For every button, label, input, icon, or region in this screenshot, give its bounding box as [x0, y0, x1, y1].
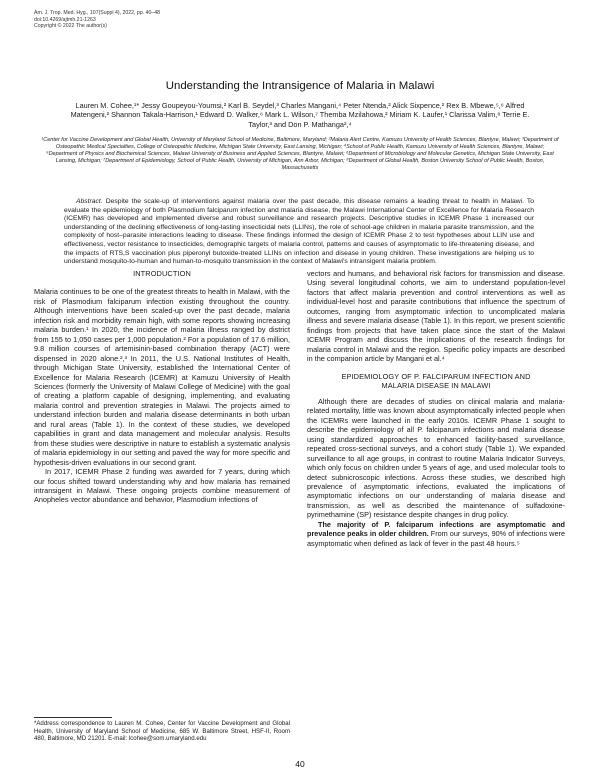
doi-line: doi:10.4269/ajtmh.21-1263: [34, 16, 96, 23]
right-column: [307, 269, 565, 548]
bold-lead-sentence: The majority of P. falciparum infections are asymptomatic and prevalence peaks in older children.: [307, 519, 565, 539]
footnote-divider: [34, 717, 112, 718]
journal-citation: [34, 10, 160, 30]
abstract-text: Despite the scale-up of interventions against malaria over the past decade, this disease remains a leading threat to health in Malawi. To evaluate the epidemiology of both Plasmodium falciparum infection and malaria disease, the Malawi International Center of Excellence for Malaria Research (ICEMR) has developed and implemented diverse and robust surveillance and research projects. Descriptive studies in ICEMR Phase 1 increased our understanding of the declining effectiveness of long-lasting insecticidal nets (LLINs), the role of school-age children in malaria parasite transmission, and the complexity of host–parasite interactions leading to disease. These findings informed the design of ICEMR Phase 2 to test hypotheses about LLIN use and effectiveness, vector resistance to insecticides, demographic targets of malaria control, patterns and causes of asymptomatic to life-threatening disease, and the impacts of RTS,S vaccination plus piperonyl butoxide-treated LLINs on infection and disease in young children. These investigations are helping us to understand mosquito-to-human and human-to-mosquito transmission in the context of Malawi's intransigent malaria problem.: [64, 198, 534, 266]
section-heading-epidemiology: [307, 372, 565, 390]
affiliations: ¹Center for Vaccine Development and Global Health, University of Maryland School of Medicine, Baltimore, Maryland; ²Malaria Alert Centre, Kamuzu University of Health Sciences, Blantyre, Malawi; ³Department of Osteopathic Medical Specialties, College of Osteopathic Medicine, Michigan State University, East Lansing, Michigan; ⁴School of Public Health, Kamuzu University of Health Sciences, Blantyre, Malawi; ⁵Department of Physics and Biochemical Sciences, Malawi University of Business and Applied Sciences, Blantyre, Malawi; ⁶Department of Microbiology and Molecular Genetics, Michigan State University, East Lansing, Michigan; ⁷Department of Epidemiology, School of Public Health, University of Michigan, Ann Arbor, Michigan; ⁸Department of Global Health, Boston University School of Public Health, Boston, Massachusetts: [41, 137, 559, 171]
correspondence-footnote: *Address correspondence to Lauren M. Cohee, Center for Vaccine Development and Global Health, University of Maryland School of Medicine, 685 W. Baltimore Street, HSF-II, Room 480, Baltimore, MD 21201. E-mail: lcohee@som.umaryland.edu: [34, 720, 290, 742]
intro-paragraph-2: In 2017, ICEMR Phase 2 funding was awarded for 7 years, during which our focus shifted toward understanding why and how malaria has remained intransigent in Malawi. These ongoing projects combine measurement of Anopheles vector abundance and behavior, Plasmodium infections of: [34, 467, 290, 505]
left-column: [34, 269, 290, 505]
intro-paragraph-3: vectors and humans, and behavioral risk factors for transmission and disease. Using several longitudinal cohorts, we aim to understand population-level factors that affect malaria prevention and control interventions as well as individual-level host and parasite contributions that influence the spectrum of outcomes, ranging from asymptomatic infection to uncomplicated malaria illness and severe malaria disease (Table 1). In this report, we present scientific findings from projects that have taken place since the start of the Malawi ICEMR Program and discuss the implications of the research findings for malaria control in Malawi and the region. Specific policy impacts are described in the companion article by Mangani et al.⁴: [307, 269, 565, 364]
section-heading-introduction: INTRODUCTION: [133, 269, 191, 278]
epi-paragraph-1: Although there are decades of studies on clinical malaria and malaria-related mortality, little was known about asymptomatically infected people when the ICEMRs were launched in the early 2010s. ICEMR Phase 1 sought to describe the epidemiology of all P. falciparum infections and malaria disease using standardized approaches to enhanced facility-based surveillance, repeated cross-sectional surveys, and a cohort study (Table 1). We expanded surveillance to all age groups, in contrast to routine Malaria Indicator Surveys, which only focus on children under 5 years of age, and used molecular tools to detect subnicroscopic infections. Across these studies, we described high prevalence of asymptomatic infections, evaluated the implications of asymptomatic infections on our understanding of malaria disease and transmission, as well as described the maintenance of sulfadoxine-pyrimethamine (SP) resistance despite changes in drug policy.: [307, 396, 565, 520]
abstract-label: Abstract.: [76, 198, 103, 205]
epi-paragraph-2: [307, 520, 565, 548]
epi-paragraph-2-text: From our surveys, 90% of infections were asymptomatic when defined as lack of fever in the past 48 hours.⁵: [307, 529, 566, 548]
page-number: 40: [295, 759, 305, 769]
author-list: Lauren M. Cohee,¹* Jessy Goupeyou-Youmsi,² Karl B. Seydel,³ Charles Mangani,⁴ Peter Ntenda,² Alick Sixpence,² Rex B. Mbewe,⁵,⁶ Alfred Matengeni,² Shannon Takala-Harrison,¹ Edward D. Walker,⁶ Mark L. Wilson,⁷ Themba Mzilahowa,² Miriam K. Laufer,¹ Clarissa Valim,⁸ Terrie E. Taylor,³ and Don P. Mathanga²,⁴: [70, 101, 530, 129]
intro-paragraph-1: Malaria continues to be one of the greatest threats to health in Malawi, with the risk of Plasmodium falciparum infection existing throughout the country. Although interventions have been scaled-up over the past decade, malaria infection risk and morbidity remain high, with some reports showing increasing malaria burden.¹ In 2020, the incidence of malaria illness ranged by district from 155 to 1,050 cases per 1,000 population.² For a population of 17.6 million, 9.8 million courses of artemisinin-based combination therapy (ACT) were dispensed in 2020 alone.²,³ In 2011, the U.S. National Institutes of Health, through Michigan State University, established the International Center of Excellence for Malaria Research (ICEMR) at Kamuzu University of Health Sciences (formerly the University of Malawi College of Medicine) with the goal of creating a platform capable of designing, implementing, and evaluating malaria control and prevention strategies in Malawi. The projects aimed to understand infection burden and malaria disease determinants in both urban and rural areas (Table 1). In the context of these studies, we developed capabilities in grant and data management and molecular analysis. Results from these studies were descriptive in nature to establish a systematic analysis of malaria epidemiology in our setting and paved the way for more specific and hypothesis-driven evaluations in our second grant.: [34, 287, 290, 467]
copyright-line: Copyright © 2022 The author(s): [34, 23, 107, 30]
heading-line-1: EPIDEMIOLOGY OF P. FALCIPARUM INFECTION AND: [341, 371, 531, 381]
heading-line-2: MALARIA DISEASE IN MALAWI: [381, 380, 491, 390]
article-title: Understanding the Intransigence of Malaria in Malawi: [165, 80, 435, 92]
abstract: [64, 198, 534, 267]
journal-line: Am. J. Trop. Med. Hyg., 107(Suppl 4), 2022, pp. 40–48: [34, 10, 161, 16]
